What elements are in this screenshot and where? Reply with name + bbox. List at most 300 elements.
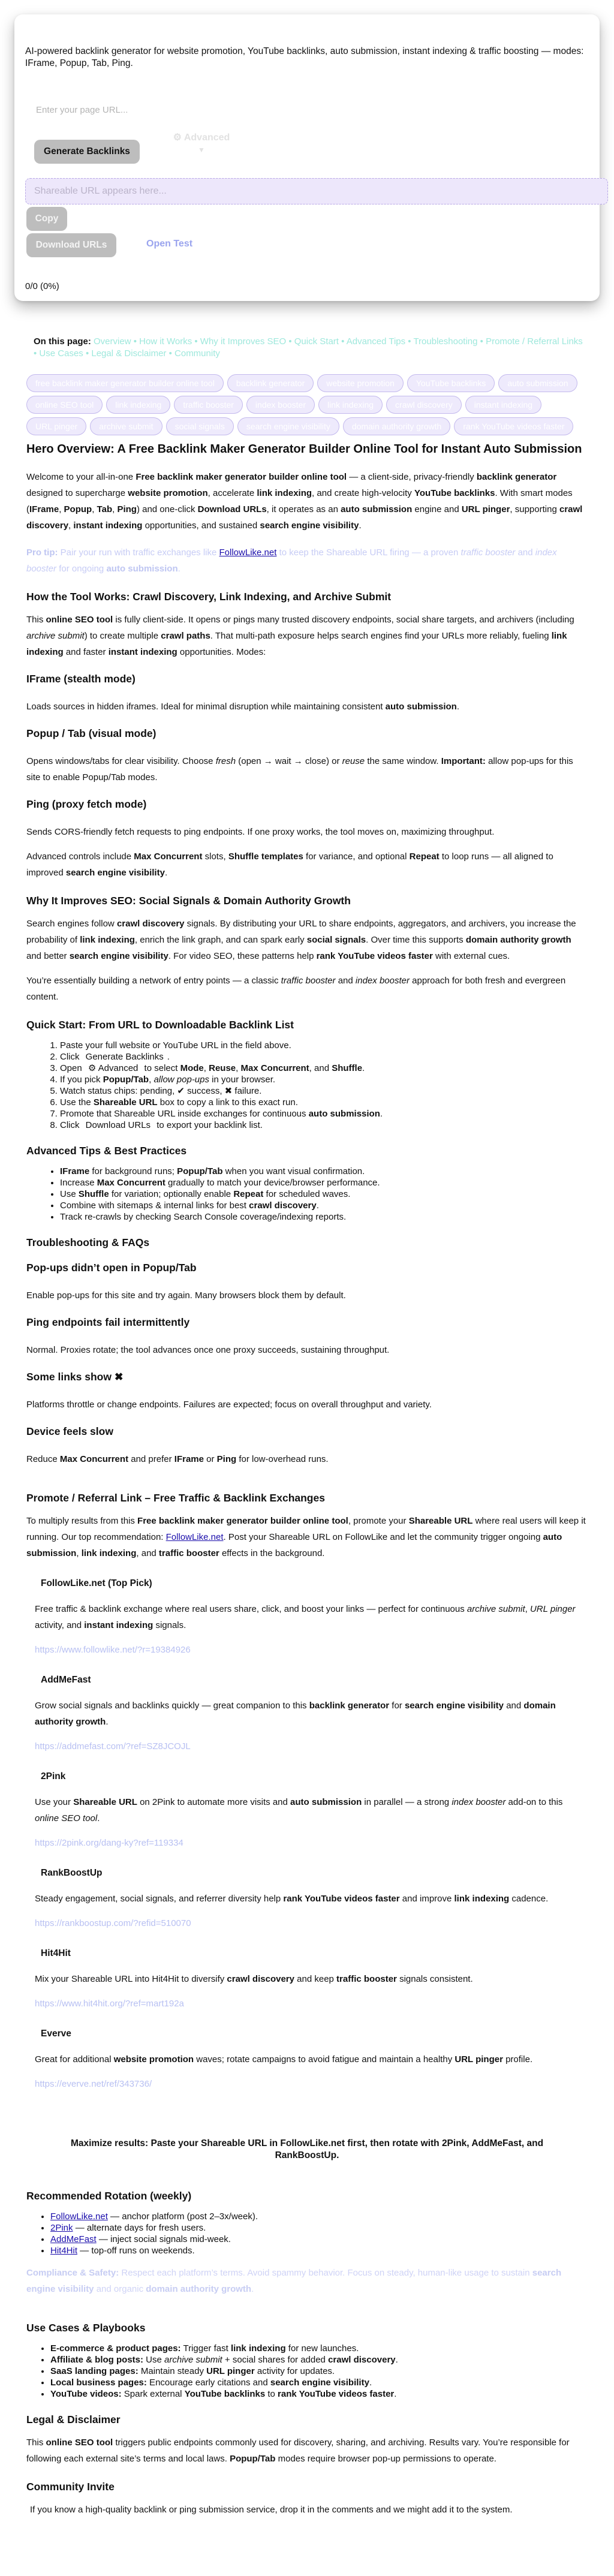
quick-start-steps — [26, 1040, 588, 1131]
partner-referral-link[interactable]: https://www.followlike.net/?r=19384926 — [35, 1645, 191, 1655]
text-segment: Free traffic & backlink exchange where real users share, click, and boost your links — perfect for continuous — [35, 1604, 467, 1614]
text-segment: and faster — [63, 647, 109, 657]
text-segment: Normal. Proxies rotate; the tool advances once one proxy succeeds, sustaining throughput. — [26, 1345, 390, 1355]
text-segment: in your browser. — [209, 1075, 276, 1085]
bold-keyword: domain authority growth — [146, 2284, 252, 2294]
bold-keyword: Download URLs — [197, 504, 267, 514]
text-segment: , — [149, 1075, 154, 1085]
text-segment: and — [335, 976, 356, 986]
faq-question: Ping endpoints fail intermittently — [26, 1316, 190, 1328]
generate-backlinks-button[interactable]: Generate Backlinks — [34, 140, 140, 164]
bold-keyword: Max Concurrent — [59, 1454, 129, 1464]
partner-referral-link[interactable]: https://everve.net/ref/343736/ — [35, 2079, 152, 2089]
text-segment: to loop runs — all aligned to improved — [26, 851, 553, 878]
rotation-link[interactable]: Hit4Hit — [50, 2246, 78, 2256]
toc-link[interactable]: Legal & Disclaimer — [91, 348, 167, 359]
advanced-tips-title: Advanced Tips & Best Practices — [26, 1145, 187, 1157]
bold-keyword: Ping — [117, 504, 137, 514]
bold-keyword: link indexing — [454, 1894, 510, 1904]
text-segment: Paste your full website or YouTube URL in the field above. — [60, 1040, 291, 1051]
community-title: Community Invite — [26, 2481, 115, 2493]
use-case-item — [50, 2343, 588, 2354]
text-segment: + social shares for added — [222, 2355, 329, 2365]
keyword-tag: YouTube backlinks — [407, 374, 495, 392]
rotation-note: — anchor platform (post 2–3x/week). — [107, 2211, 258, 2222]
partner-name: Everve — [41, 2029, 71, 2039]
text-segment: , — [236, 1063, 241, 1073]
keyword-tag: free backlink maker generator builder online tool — [26, 374, 224, 392]
bold-keyword: social signals — [306, 935, 366, 945]
text-segment: To multiply results from this — [26, 1516, 138, 1526]
bold-keyword: instant indexing — [73, 520, 143, 531]
bold-keyword: Shareable URL — [73, 1797, 137, 1807]
text-segment: Platforms throttle or change endpoints. Failures are expected; focus on overall throughput and variety. — [26, 1400, 432, 1410]
bold-keyword: SaaS landing pages: — [50, 2366, 139, 2376]
advanced-label: ⚙ Advanced — [173, 133, 230, 143]
toc-separator: • — [338, 336, 347, 347]
bold-keyword: Max Concurrent — [240, 1063, 309, 1073]
text-segment: ) to create multiple — [84, 631, 161, 641]
partner-card — [35, 1675, 588, 1755]
bold-keyword: IFrame — [29, 504, 59, 514]
quick-start-title: Quick Start: From URL to Downloadable Backlink List — [26, 1019, 294, 1031]
text-segment: . — [359, 520, 362, 531]
text-segment: , supporting — [510, 504, 559, 514]
text-segment: opportunities, and sustained — [142, 520, 260, 531]
text-segment: Use — [60, 1189, 79, 1199]
text-segment: in parallel — a strong — [362, 1797, 452, 1807]
bold-keyword: Tab — [97, 504, 113, 514]
bold-keyword: traffic booster — [336, 1974, 397, 1984]
hero-intro — [26, 469, 588, 534]
partner-name: RankBoostUp — [41, 1868, 103, 1878]
advanced-tips-list — [26, 1166, 588, 1223]
bold-keyword: domain authority growth — [465, 935, 571, 945]
inline-link[interactable]: FollowLike.net — [165, 1532, 224, 1542]
keyword-tag: domain authority growth — [343, 417, 450, 435]
text-segment: and — [504, 1701, 524, 1711]
keyword-tag: link indexing — [318, 396, 383, 414]
text-segment: . — [362, 1063, 365, 1073]
text-segment: approach for both fresh and evergreen content. — [26, 976, 566, 1002]
partner-description — [35, 1698, 588, 1730]
legal-text — [26, 2434, 588, 2467]
partner-card — [35, 2029, 588, 2092]
table-of-contents — [26, 336, 588, 360]
text-segment: for background runs; — [89, 1166, 177, 1176]
quick-start-step — [60, 1108, 588, 1120]
text-segment: to export your backlink list. — [154, 1120, 263, 1130]
keyword-tag: auto submission — [498, 374, 577, 392]
bold-keyword: rank YouTube videos faster — [316, 951, 433, 961]
text-segment: opportunities. Modes: — [177, 647, 266, 657]
text-segment: for variation; optionally enable — [109, 1189, 234, 1199]
text-segment: gradually to match your device/browser performance. — [165, 1178, 380, 1188]
bold-keyword: instant indexing — [108, 647, 177, 657]
text-segment: slots, — [202, 851, 228, 862]
rotation-item — [50, 2222, 588, 2234]
text-segment: , and create high-velocity — [312, 488, 414, 498]
how-it-works-text — [26, 612, 588, 660]
bold-keyword: Pro tip: — [26, 547, 58, 558]
legal-title: Legal & Disclaimer — [26, 2414, 121, 2425]
bold-keyword: Popup/Tab — [103, 1075, 149, 1085]
bold-keyword: Popup/Tab — [177, 1166, 223, 1176]
text-segment: Encourage early citations and — [146, 2378, 270, 2388]
text-segment: , promote your — [348, 1516, 409, 1526]
text-segment: . — [456, 702, 459, 712]
text-segment: and — [515, 547, 535, 558]
bold-keyword: YouTube backlinks — [414, 488, 495, 498]
bold-keyword: Mode — [180, 1063, 204, 1073]
keyword-tag: archive submit — [90, 417, 162, 435]
download-urls-button[interactable]: Download URLs — [26, 233, 116, 257]
tip-item — [60, 1166, 588, 1177]
partner-referral-link[interactable]: https://rankboostup.com/?refid=510070 — [35, 1918, 191, 1928]
text-segment: on 2Pink to automate more visits and — [137, 1797, 291, 1807]
toc-separator: • — [83, 348, 92, 359]
bold-keyword: Popup — [64, 504, 92, 514]
bold-keyword: YouTube backlinks — [184, 2389, 266, 2399]
keyword-tag: social signals — [166, 417, 234, 435]
tool-tagline: AI-powered backlink generator for website promotion, YouTube backlinks, auto submission, instant indexing & traffic boosting — modes: IFrame, Popup, Tab, Ping. — [25, 46, 584, 68]
italic-keyword: traffic booster — [460, 547, 516, 558]
text-segment: signals. By distributing your URL to share endpoints, aggregators, and archivers, you increase the probability of — [26, 919, 576, 945]
text-segment: . — [395, 2355, 398, 2365]
italic-keyword: archive submit — [26, 631, 85, 641]
text-segment: triggers public endpoints commonly used for discovery, sharing, and archiving. Results vary. You’re responsible for following each external site’s terms and local laws. — [26, 2437, 570, 2464]
community-text: If you know a high-quality backlink or ping submission service, drop it in the comments and we might add it to the system. — [30, 2505, 513, 2515]
inline-button-label: ⚙ Advanced — [88, 1063, 139, 1073]
quick-start-step — [60, 1063, 588, 1074]
text-segment: and keep — [294, 1974, 337, 1984]
why-seo-text-2 — [26, 973, 588, 1005]
rotation-note: — alternate days for fresh users. — [73, 2223, 206, 2233]
hero-title: Hero Overview: A Free Backlink Maker Generator Builder Online Tool for Instant Auto Submission — [26, 443, 582, 456]
toc-link[interactable]: Advanced Tips — [346, 336, 406, 347]
text-segment: activity for updates. — [254, 2366, 335, 2376]
text-segment: , — [203, 1063, 209, 1073]
text-segment: , — [172, 1086, 177, 1096]
text-segment: Reduce — [26, 1454, 60, 1464]
inline-link[interactable]: FollowLike.net — [219, 547, 277, 558]
text-segment: , — [59, 504, 64, 514]
text-segment: Open — [60, 1063, 85, 1073]
bold-keyword: Free backlink maker generator builder online tool — [137, 1516, 348, 1526]
keyword-tag: traffic booster — [174, 396, 243, 414]
bold-keyword: traffic booster — [158, 1548, 219, 1558]
italic-keyword: reuse — [342, 756, 365, 766]
text-segment: for low-overhead runs. — [236, 1454, 329, 1464]
toc-separator: • — [192, 336, 200, 347]
bold-keyword: Repeat — [233, 1189, 264, 1199]
text-segment: , it operates as an — [266, 504, 341, 514]
text-segment: Grow social signals and backlinks quickly — great companion to this — [35, 1701, 309, 1711]
bold-keyword: crawl discovery — [116, 919, 185, 929]
text-segment: Use — [143, 2355, 165, 2365]
partner-card — [35, 1868, 588, 1931]
text-segment: for variance, and optional — [303, 851, 410, 862]
bold-keyword: backlink generator — [476, 472, 557, 482]
bold-keyword: E-commerce & product pages: — [50, 2343, 181, 2354]
text-segment: Loads sources in hidden iframes. Ideal for minimal disruption while maintaining consistent — [26, 702, 386, 712]
bold-keyword: URL pinger — [206, 2366, 255, 2376]
bold-keyword: auto submission — [385, 702, 457, 712]
italic-keyword: fresh — [215, 756, 236, 766]
bold-keyword: link indexing — [230, 2343, 286, 2354]
promote-title: Promote / Referral Link – Free Traffic & Backlink Exchanges — [26, 1492, 325, 1504]
text-segment: You’re essentially building a network of entry points — a classic — [26, 976, 281, 986]
bold-keyword: online SEO tool — [46, 2437, 113, 2448]
text-segment: . — [259, 1086, 262, 1096]
text-segment: to select — [142, 1063, 180, 1073]
text-segment: ✔ success — [177, 1086, 220, 1096]
italic-keyword: online SEO tool — [35, 1813, 98, 1823]
faq-list — [26, 1261, 588, 1467]
bold-keyword: auto submission — [341, 504, 413, 514]
keyword-tag: crawl discovery — [386, 396, 462, 414]
text-segment: This — [26, 2437, 46, 2448]
quick-start-step — [60, 1085, 588, 1097]
inline-button-label: Download URLs — [85, 1120, 151, 1130]
text-segment: modes require browser pop-up permissions to operate. — [275, 2454, 496, 2464]
toc-link[interactable]: How it Works — [139, 336, 192, 347]
page-url-input[interactable] — [29, 97, 329, 122]
shareable-url-field[interactable] — [25, 178, 608, 204]
bold-keyword: Shareable URL — [408, 1516, 473, 1526]
bold-keyword: website promotion — [128, 488, 208, 498]
text-segment: engine and — [412, 504, 462, 514]
text-segment: allow pop-ups for this site to enable Popup/Tab modes. — [26, 756, 573, 783]
advanced-toggle[interactable] — [171, 132, 231, 156]
italic-keyword: index booster — [355, 976, 410, 986]
text-segment: Click — [60, 1120, 82, 1130]
toc-link[interactable]: Why it Improves SEO — [200, 336, 287, 347]
progress-counter: 0/0 (0%) — [25, 281, 59, 291]
rotation-note: — inject social signals mid-week. — [96, 2234, 231, 2244]
toc-link[interactable]: Use Cases — [39, 348, 83, 359]
text-segment: . — [369, 2378, 372, 2388]
tip-item — [60, 1177, 588, 1188]
text-segment: , and — [309, 1063, 332, 1073]
partner-description — [35, 1794, 588, 1826]
partner-referral-link[interactable]: https://2pink.org/dang-ky?ref=119334 — [35, 1838, 183, 1848]
rotation-link[interactable]: FollowLike.net — [50, 2211, 108, 2222]
partner-card — [35, 1771, 588, 1851]
text-segment: Maintain steady — [138, 2366, 207, 2376]
bold-keyword: Local business pages: — [50, 2378, 147, 2388]
keyword-tag: instant indexing — [465, 396, 541, 414]
toc-separator: • — [405, 336, 414, 347]
keyword-tag: index booster — [246, 396, 315, 414]
bold-keyword: crawl discovery — [26, 504, 583, 531]
ping-mode-title: Ping (proxy fetch mode) — [26, 798, 147, 810]
text-segment: the same window. — [365, 756, 441, 766]
text-segment: ✖ failure — [224, 1086, 260, 1096]
bold-keyword: URL pinger — [461, 504, 510, 514]
bold-keyword: Compliance & Safety: — [26, 2268, 119, 2278]
quick-start-step — [60, 1120, 588, 1131]
faq-answer — [26, 1397, 588, 1413]
bold-keyword: Affiliate & blog posts: — [50, 2355, 143, 2365]
bold-keyword: Max Concurrent — [97, 1178, 165, 1188]
text-segment: . — [251, 2284, 254, 2294]
bold-keyword: domain authority growth — [35, 1701, 556, 1727]
bold-keyword: crawl discovery — [328, 2355, 396, 2365]
toc-link[interactable]: Promote / Referral Links — [486, 336, 583, 347]
text-segment: Search engines follow — [26, 919, 117, 929]
text-segment: for — [389, 1701, 405, 1711]
bold-keyword: Repeat — [409, 851, 440, 862]
bold-keyword: search engine visibility — [270, 2378, 369, 2388]
text-segment: . With smart modes ( — [26, 488, 573, 514]
bold-keyword: rank YouTube videos faster — [278, 2389, 395, 2399]
inline-button-label: Generate Backlinks — [85, 1052, 164, 1062]
text-segment: Pair your run with traffic exchanges like — [58, 547, 219, 558]
toc-link[interactable]: Community — [174, 348, 220, 359]
text-segment: . — [97, 1813, 100, 1823]
text-segment: . — [394, 2389, 397, 2399]
text-segment: Promote that Shareable URL inside exchanges for continuous — [60, 1109, 309, 1119]
use-cases-list — [26, 2343, 588, 2400]
bold-keyword: rank YouTube videos faster — [283, 1894, 400, 1904]
text-segment: to — [265, 2389, 278, 2399]
bold-keyword: Shuffle templates — [228, 851, 303, 862]
text-segment: , — [92, 504, 97, 514]
text-segment: and organic — [94, 2284, 146, 2294]
partner-referral-link[interactable]: https://www.hit4hit.org/?ref=mart192a — [35, 1999, 184, 2009]
bold-keyword: auto submission — [26, 1532, 562, 1558]
faq-answer — [26, 1342, 588, 1358]
keyword-tag: link indexing — [106, 396, 170, 414]
text-segment: , accelerate — [207, 488, 257, 498]
bold-keyword: auto submission — [106, 564, 178, 574]
rotation-list — [26, 2211, 588, 2256]
open-test-link[interactable]: Open Test — [146, 239, 193, 249]
pro-tip — [26, 544, 588, 577]
text-segment: designed to supercharge — [26, 488, 128, 498]
text-segment: , — [76, 1548, 82, 1558]
partner-description — [35, 1891, 588, 1907]
quick-start-step — [60, 1040, 588, 1051]
bold-keyword: Shuffle — [78, 1189, 109, 1199]
partner-description — [35, 1971, 588, 1987]
rotation-item — [50, 2211, 588, 2222]
italic-keyword: index booster — [452, 1797, 506, 1807]
article — [0, 336, 614, 2518]
partner-list — [26, 1578, 588, 2092]
bold-keyword: auto submission — [308, 1109, 380, 1119]
bold-keyword: Ping — [216, 1454, 237, 1464]
bold-keyword: Shuffle — [332, 1063, 363, 1073]
faq-question: Some links show ✖ — [26, 1371, 124, 1383]
text-segment: . — [380, 1109, 383, 1119]
keyword-tag: rank YouTube videos faster — [454, 417, 573, 435]
text-segment: (open → wait → close) or — [236, 756, 342, 766]
bold-keyword: crawl paths — [161, 631, 210, 641]
text-segment: If you pick — [60, 1075, 103, 1085]
partner-name: AddMeFast — [41, 1675, 91, 1685]
toc-separator: • — [286, 336, 294, 347]
why-seo-title: Why It Improves SEO: Social Signals & Domain Authority Growth — [26, 895, 351, 907]
toc-link[interactable]: Quick Start — [294, 336, 339, 347]
text-segment: and improve — [399, 1894, 455, 1904]
rotation-link[interactable]: 2Pink — [50, 2223, 73, 2233]
tip-item — [60, 1188, 588, 1200]
text-segment: or — [203, 1454, 217, 1464]
toc-link[interactable]: Troubleshooting — [413, 336, 478, 347]
bold-keyword: IFrame — [174, 1454, 204, 1464]
text-segment: — a client-side, privacy-friendly — [347, 472, 477, 482]
tip-item — [60, 1211, 588, 1223]
quick-start-step — [60, 1097, 588, 1108]
text-segment: box to copy a link to this exact run. — [157, 1097, 298, 1108]
text-segment: pending — [140, 1086, 173, 1096]
keyword-tag-cloud — [26, 374, 587, 435]
partner-referral-link[interactable]: https://addmefast.com/?ref=SZ8JCOJL — [35, 1741, 191, 1752]
rotation-title: Recommended Rotation (weekly) — [26, 2190, 192, 2202]
bold-keyword: Free backlink maker generator builder online tool — [136, 472, 347, 482]
popup-mode-title: Popup / Tab (visual mode) — [26, 727, 156, 739]
text-segment: Great for additional — [35, 2054, 114, 2065]
text-segment: Use the — [60, 1097, 94, 1108]
text-segment: Opens windows/tabs for clear visibility. Choose — [26, 756, 216, 766]
copy-button[interactable]: Copy — [26, 207, 67, 231]
text-segment: Use your — [35, 1797, 74, 1807]
bold-keyword: search engine visibility — [404, 1701, 504, 1711]
rotation-link[interactable]: AddMeFast — [50, 2234, 97, 2244]
bold-keyword: YouTube videos: — [50, 2389, 122, 2399]
text-segment: . — [177, 564, 180, 574]
keyword-tag: backlink generator — [227, 374, 314, 392]
chevron-down-icon: ▼ — [198, 146, 205, 154]
text-segment: Click — [60, 1052, 82, 1062]
text-segment: where real users will keep it running. Our top recommendation: — [26, 1516, 586, 1542]
toc-separator: • — [34, 348, 40, 359]
bold-keyword: search engine visibility — [69, 951, 168, 961]
use-case-item — [50, 2354, 588, 2366]
text-segment: signals. — [153, 1620, 186, 1630]
bold-keyword: website promotion — [113, 2054, 194, 2065]
text-segment: is fully client-side. It opens or pings many trusted discovery endpoints, social share targets, and archivers (including — [113, 615, 574, 625]
text-segment: and prefer — [128, 1454, 174, 1464]
text-segment: . — [106, 1717, 109, 1727]
bold-keyword: link indexing — [257, 488, 312, 498]
keyword-tag: online SEO tool — [26, 396, 103, 414]
text-segment: . For video SEO, these patterns help — [168, 951, 317, 961]
bold-keyword: Reuse — [209, 1063, 236, 1073]
why-seo-text-1 — [26, 916, 588, 964]
text-segment: for new launches. — [285, 2343, 359, 2354]
iframe-mode-title: IFrame (stealth mode) — [26, 673, 136, 685]
text-segment: waves; rotate campaigns to avoid fatigue and maintain a healthy — [194, 2054, 455, 2065]
advanced-controls-text — [26, 848, 588, 881]
text-segment: , — [219, 1086, 225, 1096]
text-segment: , — [68, 520, 74, 531]
italic-keyword: index booster — [26, 547, 557, 574]
quick-start-step — [60, 1051, 588, 1063]
rotation-item — [50, 2245, 588, 2256]
italic-keyword: URL pinger — [529, 1604, 576, 1614]
rotation-item — [50, 2234, 588, 2245]
text-segment: . Post your Shareable URL on FollowLike and let the community trigger ongoing — [223, 1532, 543, 1542]
use-cases-title: Use Cases & Playbooks — [26, 2322, 146, 2334]
bold-keyword: link indexing — [80, 935, 135, 945]
bold-keyword: online SEO tool — [46, 615, 113, 625]
italic-keyword: archive submit — [164, 2355, 222, 2365]
italic-keyword: archive submit — [466, 1604, 525, 1614]
toc-link[interactable]: Overview — [94, 336, 131, 347]
